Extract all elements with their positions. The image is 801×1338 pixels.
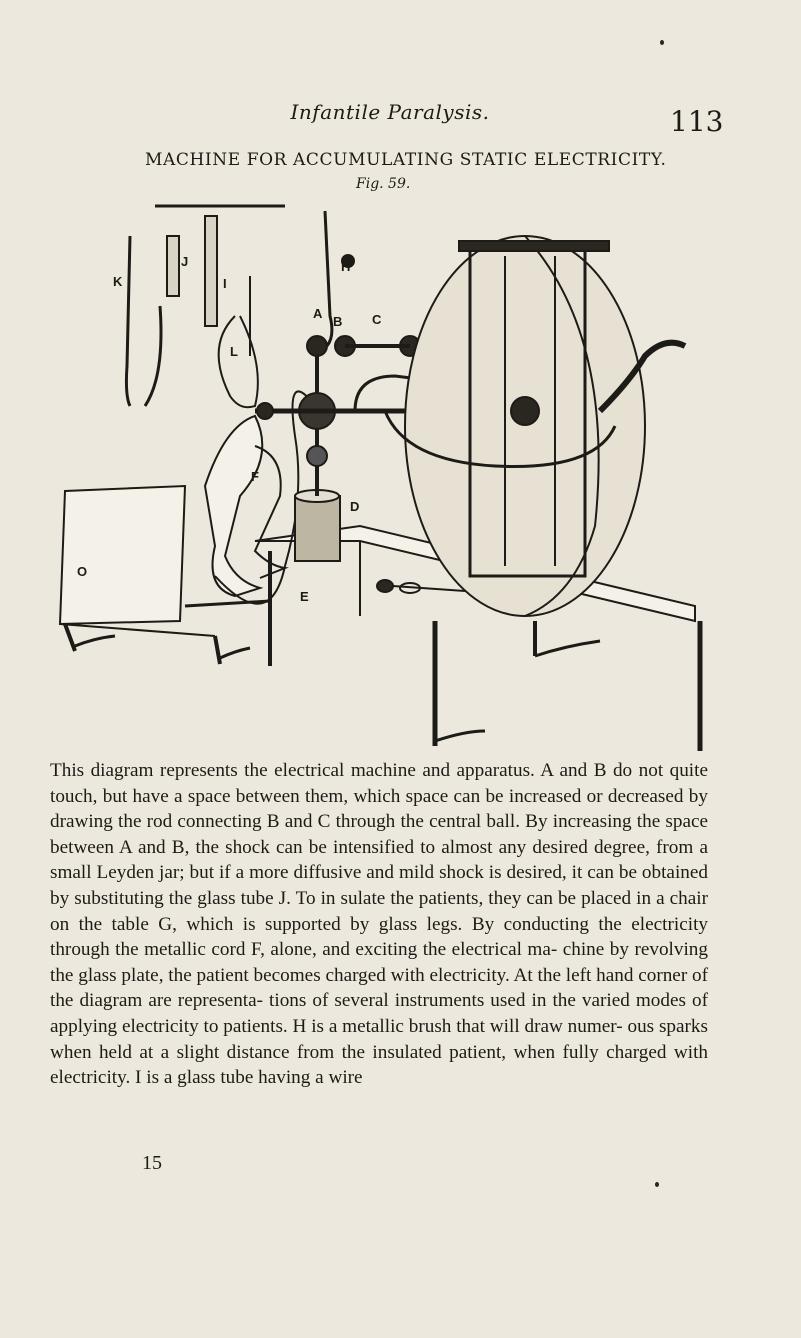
label-j: J bbox=[181, 254, 189, 269]
label-e: E bbox=[300, 589, 309, 604]
label-d: D bbox=[350, 499, 360, 514]
label-c: C bbox=[372, 312, 382, 327]
electrical-machine-illustration bbox=[55, 196, 720, 751]
page-number: 113 bbox=[670, 105, 724, 138]
label-f: F bbox=[251, 469, 259, 484]
figure-label: Fig. 59. bbox=[356, 176, 411, 192]
label-k: K bbox=[113, 274, 123, 289]
speck-top bbox=[660, 40, 664, 45]
body-paragraph: This diagram represents the electrical machine and apparatus. A and B do not quite touch, but have a space between them, which space can be increased or decreased by drawing the rod connecting B and C through the central ball. By increasing the space between A and B, the shock can be intensified to almost any desired degree, from a small Leyden jar; but if a more diffusive and mild shock is desired, it can be obtained by substituting the glass tube J. To in sulate the patients, they can be placed in a chair on the table G, which is supported by glass legs. By conducting the electricity through the metallic cord F, alone, and exciting the electrical ma- chine by revolving the glass plate, the patient becomes charged with electricity. At the left hand corner of the diagram are representa- tions of several instruments used in the varied modes of applying electricity to patients. H is a metallic brush that will draw numer- ous sparks when held at a slight distance from the insulated patient, when fully charged with electricity. I is a glass tube having a wire bbox=[50, 760, 708, 1089]
label-b: B bbox=[333, 314, 343, 329]
label-o: O bbox=[77, 564, 88, 579]
label-a: A bbox=[313, 306, 323, 321]
label-h: H bbox=[341, 259, 351, 274]
signature-mark: 15 bbox=[142, 1152, 162, 1174]
running-head: Infantile Paralysis. bbox=[290, 100, 490, 124]
label-i: I bbox=[223, 276, 227, 291]
figure-title: MACHINE FOR ACCUMULATING STATIC ELECTRICITY. bbox=[145, 150, 667, 170]
speck-bottom bbox=[655, 1182, 659, 1187]
label-l: L bbox=[230, 344, 238, 359]
